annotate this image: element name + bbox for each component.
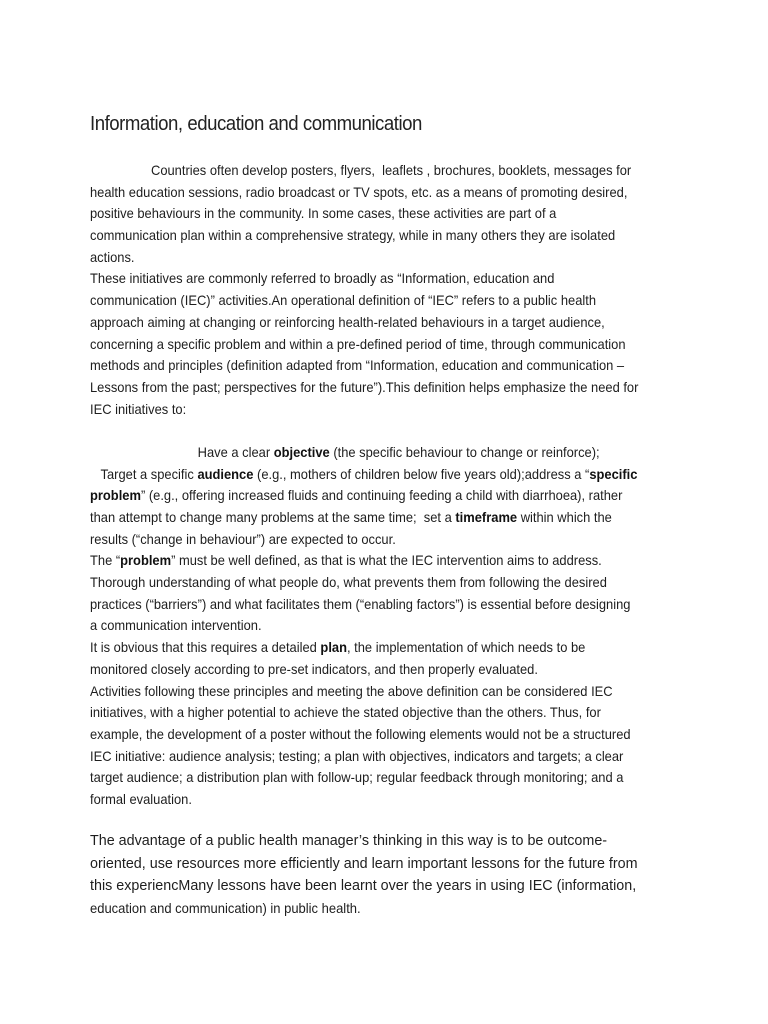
closing-paragraph: [90, 830, 680, 920]
text-line: concerning a specific problem and within a pre-defined period of time, through communication: [90, 336, 626, 352]
text-line: Activities following these principles and meeting the above definition can be considered IEC: [90, 683, 613, 699]
text-run: ” must be well defined, as that is what the IEC intervention aims to address.: [171, 553, 602, 569]
text-line: IEC initiatives to:: [90, 401, 187, 417]
text-line: formal evaluation.: [90, 791, 192, 807]
text-run: within which the: [517, 510, 612, 525]
text-run: (the specific behaviour to change or reinforce);: [329, 444, 600, 460]
text-line: target audience; a distribution plan with follow-up; regular feedback through monitoring; and a: [90, 770, 624, 786]
text-line: initiatives, with a higher potential to achieve the stated objective than the others. Thus, for: [90, 705, 601, 721]
keyword-problem: problem: [120, 553, 172, 569]
problem-line: [90, 550, 651, 572]
text-line: These initiatives are commonly referred to broadly as “Information, education and: [90, 271, 555, 287]
text-line: The advantage of a public health manager’s thinking in this way is to be outcome-: [90, 832, 608, 849]
text-line: actions.: [90, 249, 135, 265]
keyword-problem: problem: [90, 488, 141, 504]
text-run: than attempt to change many problems at the same time; set a: [90, 510, 456, 525]
text-line: education and communication) in public health.: [90, 900, 361, 916]
text-line: health education sessions, radio broadcast or TV spots, etc. as a means of promoting desired,: [90, 184, 628, 200]
text-run: It is obvious that this requires a detailed: [90, 640, 321, 656]
keyword-audience: audience: [197, 466, 254, 482]
keyword-plan: plan: [320, 640, 347, 656]
text-run: Target a specific: [90, 466, 198, 482]
text-line: example, the development of a poster without the following elements would not be a structured: [90, 726, 631, 742]
criteria-line: [90, 507, 651, 529]
keyword-timeframe: timeframe: [455, 510, 518, 525]
body-text: [90, 160, 680, 811]
criteria-line: [90, 464, 651, 486]
page-title: Information, education and communication: [90, 113, 422, 135]
text-line: communication plan within a comprehensive strategy, while in many others they are isolated: [90, 228, 616, 244]
text-line: Countries often develop posters, flyers, leaflets , brochures, booklets, messages for: [90, 163, 632, 178]
text-line: Thorough understanding of what people do, what prevents them from following the desired: [90, 575, 607, 591]
blank-line: [90, 420, 651, 442]
text-run: , the implementation of which needs to be: [346, 640, 586, 656]
text-line: this experiencMany lessons have been learnt over the years in using IEC (information,: [90, 877, 637, 894]
text-run: ” (e.g., offering increased fluids and continuing feeding a child with diarrhoea), rather: [140, 488, 623, 504]
text-line: positive behaviours in the community. In some cases, these activities are part of a: [90, 206, 557, 222]
text-line: a communication intervention.: [90, 618, 262, 634]
text-run: The “: [90, 553, 121, 569]
text-run: Have a clear: [90, 444, 274, 460]
text-line: Lessons from the past; perspectives for the future”).This definition helps emphasize the need for: [90, 379, 639, 395]
keyword-objective: objective: [273, 444, 330, 460]
text-line: monitored closely according to pre-set indicators, and then properly evaluated.: [90, 661, 538, 677]
keyword-specific: specific: [589, 466, 638, 482]
text-line: methods and principles (definition adapted from “Information, education and communication –: [90, 358, 625, 374]
criteria-line: [90, 442, 651, 464]
text-line: approach aiming at changing or reinforcing health-related behaviours in a target audience,: [90, 314, 605, 330]
plan-line: [90, 637, 651, 659]
text-line: communication (IEC)” activities.An operational definition of “IEC” refers to a public health: [90, 293, 597, 309]
criteria-line: [90, 485, 651, 507]
text-run: (e.g., mothers of children below five years old);address a “: [253, 466, 590, 482]
text-line: practices (“barriers”) and what facilitates them (“enabling factors”) is essential before designing: [90, 596, 631, 612]
text-line: IEC initiative: audience analysis; testing; a plan with objectives, indicators and targets; a clear: [90, 748, 624, 764]
text-line: oriented, use resources more efficiently and learn important lessons for the future from: [90, 854, 638, 872]
criteria-line: results (“change in behaviour”) are expected to occur.: [90, 531, 396, 547]
